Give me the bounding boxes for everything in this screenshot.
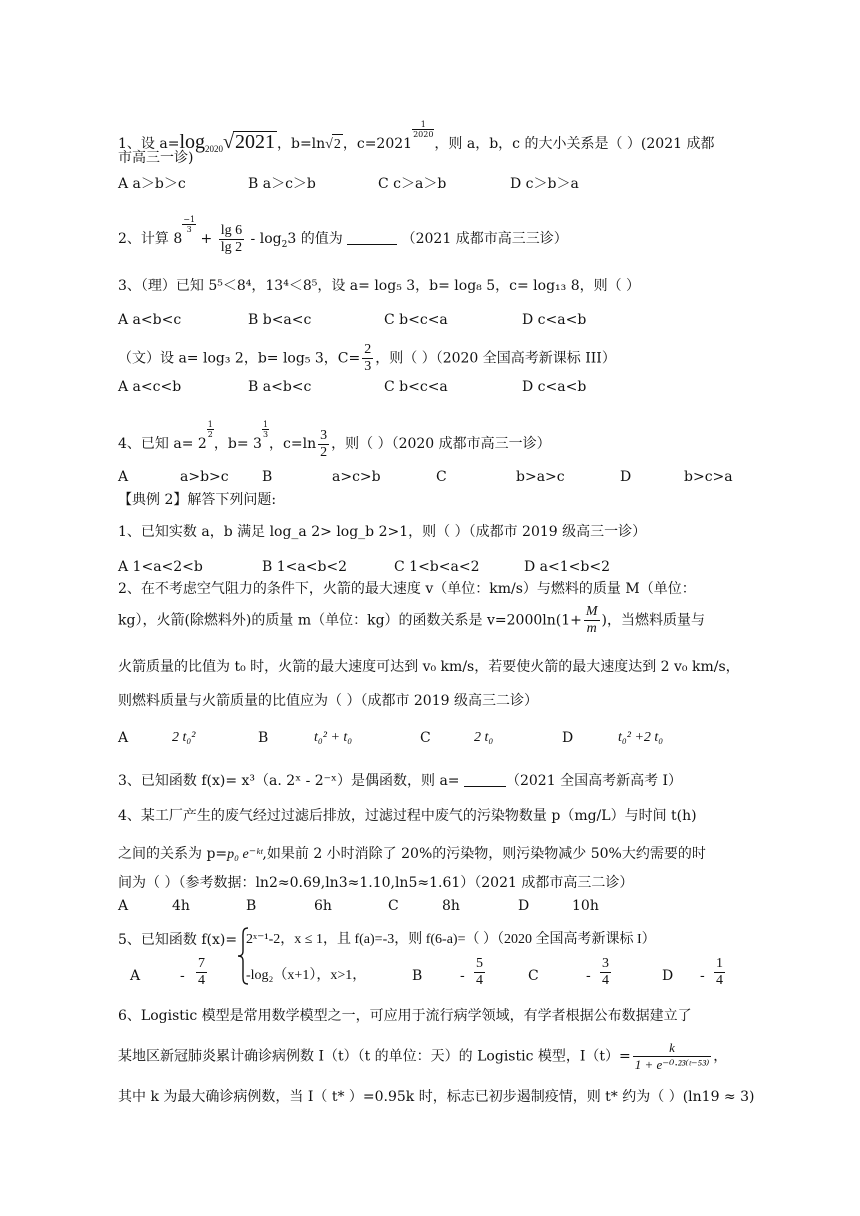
- e2-line1: 2、在不考虑空气阻力的条件下，火箭的最大速度 v（单位：km/s）与燃料的质量 M（单位：: [118, 581, 696, 597]
- q1-option-b[interactable]: B a＞c＞b: [248, 176, 316, 192]
- q1-text-b: ，b=ln: [276, 136, 326, 152]
- e2-fraction: [584, 604, 600, 637]
- q4-b-exponent: [262, 420, 269, 439]
- q4-option-c-letter[interactable]: C: [436, 469, 447, 485]
- q1-line2: 市高三一诊): [118, 150, 194, 166]
- e5-a-den: 4: [198, 973, 205, 988]
- e2-option-d-letter[interactable]: D: [562, 730, 574, 746]
- q1-sqrt2-sign: √: [325, 137, 333, 152]
- q3-wen-line: [118, 342, 616, 375]
- e5-option-c-minus: -: [586, 968, 591, 984]
- q4-text-d: ，则（ ）（2020 成都市高三一诊）: [331, 436, 551, 452]
- q2-exp-num-val: 1: [189, 215, 196, 224]
- e4-line1: 4、某工厂产生的废气经过过滤后排放，过滤过程中废气的污染物数量 p（mg/L）与时间 t(h): [118, 808, 697, 824]
- e4-line2: [118, 844, 706, 865]
- q2-line: [118, 215, 568, 256]
- q3-wen-den: 3: [364, 359, 372, 374]
- e6-frac-den: 1 + e⁻⁰·²³⁽ᵗ⁻⁵³⁾: [634, 1057, 710, 1072]
- e5-option-c-frac: [600, 956, 611, 989]
- e2-frac-den: m: [586, 621, 597, 636]
- q3-wen-fraction: [362, 342, 373, 375]
- e6-line3: 其中 k 为最大确诊病例数，当 I（ t* ）=0.95k 时，标志已初步遏制疫情，则 t* 约为（ ）(ln19 ≈ 3): [118, 1089, 755, 1105]
- e4-line3: 间为（ ）（参考数据：ln2≈0.69,ln3≈1.10,ln5≈1.61）（2021 成都市高三二诊）: [118, 875, 634, 891]
- e1-line: 1、已知实数 a，b 满足 log_a 2> log_b 2>1，则（ ）（成都市 2019 级高三一诊）: [118, 524, 647, 540]
- q2-frac-num: lg 6: [220, 222, 243, 238]
- e5-option-d-letter[interactable]: D: [662, 968, 674, 984]
- e5-option-b-letter[interactable]: B: [412, 968, 423, 984]
- q4-text-a: 4、已知 a= 2: [118, 436, 207, 452]
- e2-option-c-letter[interactable]: C: [420, 730, 431, 746]
- q4-c-fraction: [318, 428, 329, 461]
- e1-option-a[interactable]: A 1<a<2<b: [118, 559, 203, 575]
- q1-text-c: ，c=2021: [342, 136, 413, 152]
- q1-radicand: 2021: [234, 131, 275, 153]
- q2-text-c: 3 的值为: [287, 231, 343, 247]
- e5-option-b-frac: [474, 956, 485, 989]
- e3-text-a: 3、已知函数 f(x)= x³（a. 2ˣ - 2⁻ˣ）是偶函数，则 a=: [118, 773, 460, 789]
- q4-option-d-letter[interactable]: D: [620, 469, 632, 485]
- e5-c-den: 4: [602, 973, 609, 988]
- e6-fraction: [633, 1040, 712, 1073]
- q4-option-b[interactable]: a>c>b: [332, 469, 381, 485]
- e4-option-a-letter[interactable]: A: [118, 898, 129, 914]
- q1-line1: [118, 120, 714, 155]
- e2-line2: [118, 604, 705, 637]
- e5-c-num: 3: [602, 956, 609, 971]
- e2-option-d[interactable]: t₀² +2 t₀: [618, 730, 664, 745]
- e4-formula: p₀ e⁻ᵏᵗ: [227, 847, 263, 862]
- example2-heading: 【典例 2】解答下列问题:: [118, 492, 277, 508]
- q4-option-b-letter[interactable]: B: [262, 469, 273, 485]
- q4-a-exponent: [207, 420, 214, 439]
- e5-option-b-minus: -: [460, 968, 465, 984]
- e4-option-b-letter[interactable]: B: [246, 898, 257, 914]
- e5-option-b[interactable]: [472, 956, 487, 989]
- e2-option-a[interactable]: 2 t₀²: [172, 730, 196, 745]
- e3-answer-blank[interactable]: [464, 772, 506, 787]
- e5-option-d[interactable]: [712, 956, 727, 989]
- q2-exp-den: 3: [186, 225, 192, 234]
- e6-line2-a: 某地区新冠肺炎累计确诊病例数 I（t）（t 的单位：天）的 Logistic 模型，I（t）=: [118, 1048, 631, 1065]
- e5-piece1: 2ˣ⁻¹-2，x ≤ 1，且 f(a)=-3，则 f(6-a)=（ ）（2020 全国高考新课标 I）: [246, 932, 656, 947]
- q3-wen-option-c[interactable]: C b<c<a: [384, 379, 448, 395]
- q2-text-d: （2021 成都市高三三诊）: [401, 231, 568, 247]
- e5-text-a: 5、已知函数 f(x)=: [118, 932, 238, 948]
- q1-text-d: ，则 a，b，c 的大小关系是（ ）(2021 成都: [434, 136, 715, 152]
- e6-line2-b: ，: [713, 1048, 728, 1065]
- q1-option-d[interactable]: D c＞b＞a: [510, 176, 579, 192]
- e5-option-a-frac: [196, 956, 207, 989]
- e4-option-a[interactable]: 4h: [172, 898, 190, 914]
- e5-line1: [118, 930, 237, 950]
- q3-option-d[interactable]: D c<a<b: [522, 312, 587, 328]
- q4-a-den: 2: [207, 430, 213, 439]
- q3-wen-text-a: （文）设 a= log₃ 2，b= log₅ 3，C=: [118, 350, 361, 367]
- q2-log-base: 2: [281, 240, 288, 250]
- q2-exponent: [182, 215, 196, 234]
- q2-frac-den: lg 2: [220, 239, 243, 255]
- e3-text-b: （2021 全国高考新高考 I）: [505, 773, 683, 789]
- e5-option-d-minus: -: [700, 968, 705, 984]
- e5-option-c[interactable]: [598, 956, 613, 989]
- e4-option-d-letter[interactable]: D: [518, 898, 530, 914]
- e2-option-b-letter[interactable]: B: [258, 730, 269, 746]
- q4-text-c: ，c=ln: [269, 436, 317, 452]
- e5-option-a-minus: -: [180, 968, 185, 984]
- q4-option-a[interactable]: a>b>c: [180, 469, 229, 485]
- q1-exp-num: 1: [412, 120, 434, 130]
- e2-line2-b: )，当燃料质量与: [601, 612, 705, 629]
- q1-exp-den: 2020: [413, 130, 434, 139]
- e5-b-num: 5: [476, 956, 483, 971]
- q3-line: 3、（理）已知 5⁵＜8⁴，13⁴＜8⁵，设 a= log₅ 3，b= log₈ 5，c= log₁₃ 8，则（ ）: [118, 278, 641, 294]
- e5-a-num: 7: [198, 956, 205, 971]
- e5-d-den: 4: [716, 973, 723, 988]
- q1-sqrt2: 2: [332, 134, 343, 155]
- e2-frac-num: M: [585, 604, 598, 619]
- e5-option-a[interactable]: [194, 956, 209, 989]
- q3-wen-option-b[interactable]: B a<b<c: [248, 379, 312, 395]
- q3-option-b[interactable]: B b<a<c: [248, 312, 312, 328]
- q1-option-a[interactable]: A a＞b＞c: [118, 176, 186, 192]
- e5-option-c-letter[interactable]: C: [528, 968, 539, 984]
- e4-option-c[interactable]: 8h: [442, 898, 460, 914]
- q1-option-c[interactable]: C c＞a＞b: [378, 176, 447, 192]
- e4-option-b[interactable]: 6h: [314, 898, 332, 914]
- q4-b-den: 3: [262, 430, 269, 439]
- q4-option-d[interactable]: b>c>a: [684, 469, 733, 485]
- e2-option-b[interactable]: t₀² + t₀: [314, 730, 353, 745]
- q4-b-num: 1: [262, 420, 269, 429]
- q2-answer-blank[interactable]: [347, 230, 397, 245]
- q1-log: log: [179, 131, 205, 153]
- q3-wen-num: 2: [364, 342, 372, 357]
- q1-text-a: 1、设 a=: [118, 136, 180, 152]
- q4-option-c[interactable]: b>a>c: [516, 469, 565, 485]
- e4-option-c-letter[interactable]: C: [388, 898, 399, 914]
- q1-exponent: [412, 120, 434, 139]
- q2-text-a: 2、计算 8: [118, 231, 183, 247]
- q4-c-num: 3: [320, 427, 328, 443]
- e2-line2-a: kg），火箭(除燃料外)的质量 m（单位：kg）的函数关系是 v=2000ln(1+: [118, 612, 582, 629]
- q4-line: [118, 420, 551, 461]
- q4-c-den: 2: [320, 444, 328, 460]
- e2-option-a-letter[interactable]: A: [118, 730, 129, 746]
- q3-wen-text-b: ，则（ ）（2020 全国高考新课标 III）: [375, 350, 616, 367]
- q2-plus: +: [200, 231, 213, 247]
- q2-text-b: - log: [250, 231, 282, 247]
- q3-option-c[interactable]: C b<c<a: [384, 312, 448, 328]
- q2-exp-num: [182, 215, 196, 225]
- e2-line4: 则燃料质量与火箭质量的比值应为（ ）（成都市 2019 级高三二诊）: [118, 693, 538, 709]
- q1-log-base: 2020: [205, 144, 223, 154]
- q3-option-a[interactable]: A a<b<c: [118, 312, 182, 328]
- e4-option-d[interactable]: 10h: [572, 898, 599, 914]
- e2-line3: 火箭质量的比值为 t₀ 时，火箭的最大速度可达到 v₀ km/s，若要使火箭的最大速度达到 2 v₀ km/s，: [118, 659, 740, 675]
- q2-fraction: [219, 223, 244, 256]
- e5-d-num: 1: [716, 956, 723, 971]
- e1-option-b[interactable]: B 1<a<b<2: [262, 559, 348, 575]
- e4-line2-a: 之间的关系为 p=: [118, 846, 228, 862]
- q1-sqrt-sign: √: [223, 131, 234, 153]
- e6-frac-num: k: [633, 1040, 712, 1057]
- q4-a-num: 1: [207, 420, 213, 429]
- e1-option-d[interactable]: D a<1<b<2: [524, 559, 610, 575]
- q2-exp-neg: −: [183, 215, 190, 224]
- e5-option-a-letter[interactable]: A: [130, 968, 141, 984]
- e5-b-den: 4: [476, 973, 483, 988]
- q3-wen-option-d[interactable]: D c<a<b: [522, 379, 587, 395]
- e3-line: [118, 771, 682, 791]
- e4-line2-c: ,如果前 2 小时消除了 20%的污染物，则污染物减少 50%大约需要的时: [262, 846, 706, 862]
- e2-option-c[interactable]: 2 t₀: [474, 730, 494, 745]
- e6-line1: 6、Logistic 模型是常用数学模型之一，可应用于流行病学领域，有学者根据公布数据建立了: [118, 1008, 692, 1024]
- q4-option-a-letter[interactable]: A: [118, 469, 129, 485]
- e6-line2: [118, 1040, 727, 1073]
- q4-text-b: ，b= 3: [213, 436, 262, 452]
- e1-option-c[interactable]: C 1<b<a<2: [394, 559, 480, 575]
- e5-option-d-frac: [714, 956, 725, 989]
- q3-wen-option-a[interactable]: A a<c<b: [118, 379, 182, 395]
- e5-piece2: -log₂（x+1），x>1，: [246, 968, 367, 983]
